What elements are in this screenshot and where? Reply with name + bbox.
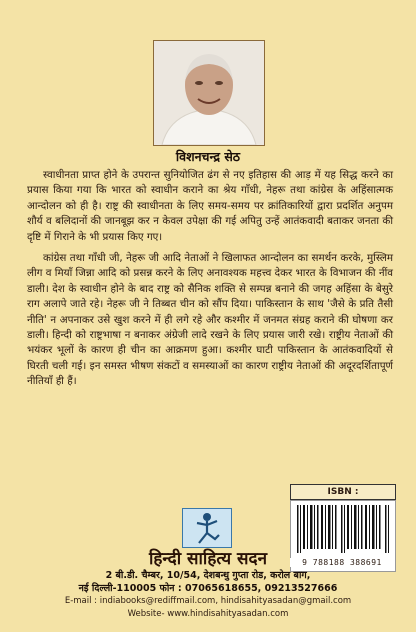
blurb-paragraph-1: स्वाधीनता प्राप्त होने के उपरान्त सुनियोजित ढंग से नए इतिहास की आड़ में यह सिद्ध करने का प्रयास किया गया कि भारत को स्वाधीन कराने का श्रेय गाँधी, नेहरू तथा कांग्रेस के अहिंसात्मक आन्दोलन को ही है। राष्ट्र की स्वाधीनता के लिए समय-समय पर क्रांतिकारियों द्वारा प्रदर्शित अनुपम शौर्य व बलिदानों की जानबूझ कर न केवल उपेक्षा की गई अपितु उन्हें आतंकवादी बताकर जनता की दृष्टि में गिराने के भी प्रयास किए गए। — [27, 169, 393, 243]
barcode-digits: 9 788188 388691 — [290, 558, 394, 567]
blurb-paragraph-2: कांग्रेस तथा गाँधी जी, नेहरू जी आदि नेताओं ने खिलाफत आन्दोलन का समर्थन करके, मुस्लिम लीग व मियाँ जिन्ना आदि को प्रसन्न करने के लिए अनावश्यक महत्त्व देकर भारत के विभाजन की नींव डाली। देश के स्वाधीन होने के बाद राष्ट्र को सैनिक शक्ति से सम्पन्न बनाने की जगह अहिंसा के बेसुरे राग अलापे जाते रहे। नेहरू जी ने तिब्बत चीन को सौंप दिया। पाकिस्तान के साथ 'जैसे के प्रति तैसी नीति' न अपनाकर उसे खुश करने में ही लगे रहे और कश्मीर में जनमत संग्रह कराने की घोषणा कर डाली। हिन्दी को राष्ट्रभाषा न बनाकर अंग्रेजी लादे रखने के लिए प्रयास जारी रखे। राष्ट्रीय नेताओं की भयंकर भूलों के कारण ही चीन का आक्रमण हुआ। कश्मीर घाटी पाकिस्तान के आतंकवादियों से घिरती चली गई। इन समस्त भीषण संकटों व समस्याओं का कारण राष्ट्रीय नेताओं की अदूरदर्शितापूर्ण नीतियाँ ही हैं। — [27, 252, 393, 388]
dancing-figure-logo-icon — [183, 509, 231, 547]
publisher-email: E-mail : indiabooks@rediffmail.com, hindisahityasadan@gmail.com — [64, 596, 352, 606]
publisher-address-line-1: 2 बी.डी. चैम्बर, 10/54, देशबन्धु गुप्ता रोड, करोल बाग, — [105, 570, 311, 581]
publisher-website: Website- www.hindisahityasadan.com — [127, 609, 289, 619]
publisher-address-line-2: नई दिल्ली-110005 फोन : 07065618655, 09213527666 — [78, 583, 338, 594]
isbn-label: ISBN : — [290, 484, 396, 500]
publisher-logo — [182, 508, 232, 548]
author-portrait — [153, 40, 265, 146]
publisher-name: हिन्दी साहित्य सदन — [148, 549, 268, 569]
author-name: विशनचन्द्र सेठ — [175, 149, 241, 164]
blurb — [27, 168, 393, 390]
